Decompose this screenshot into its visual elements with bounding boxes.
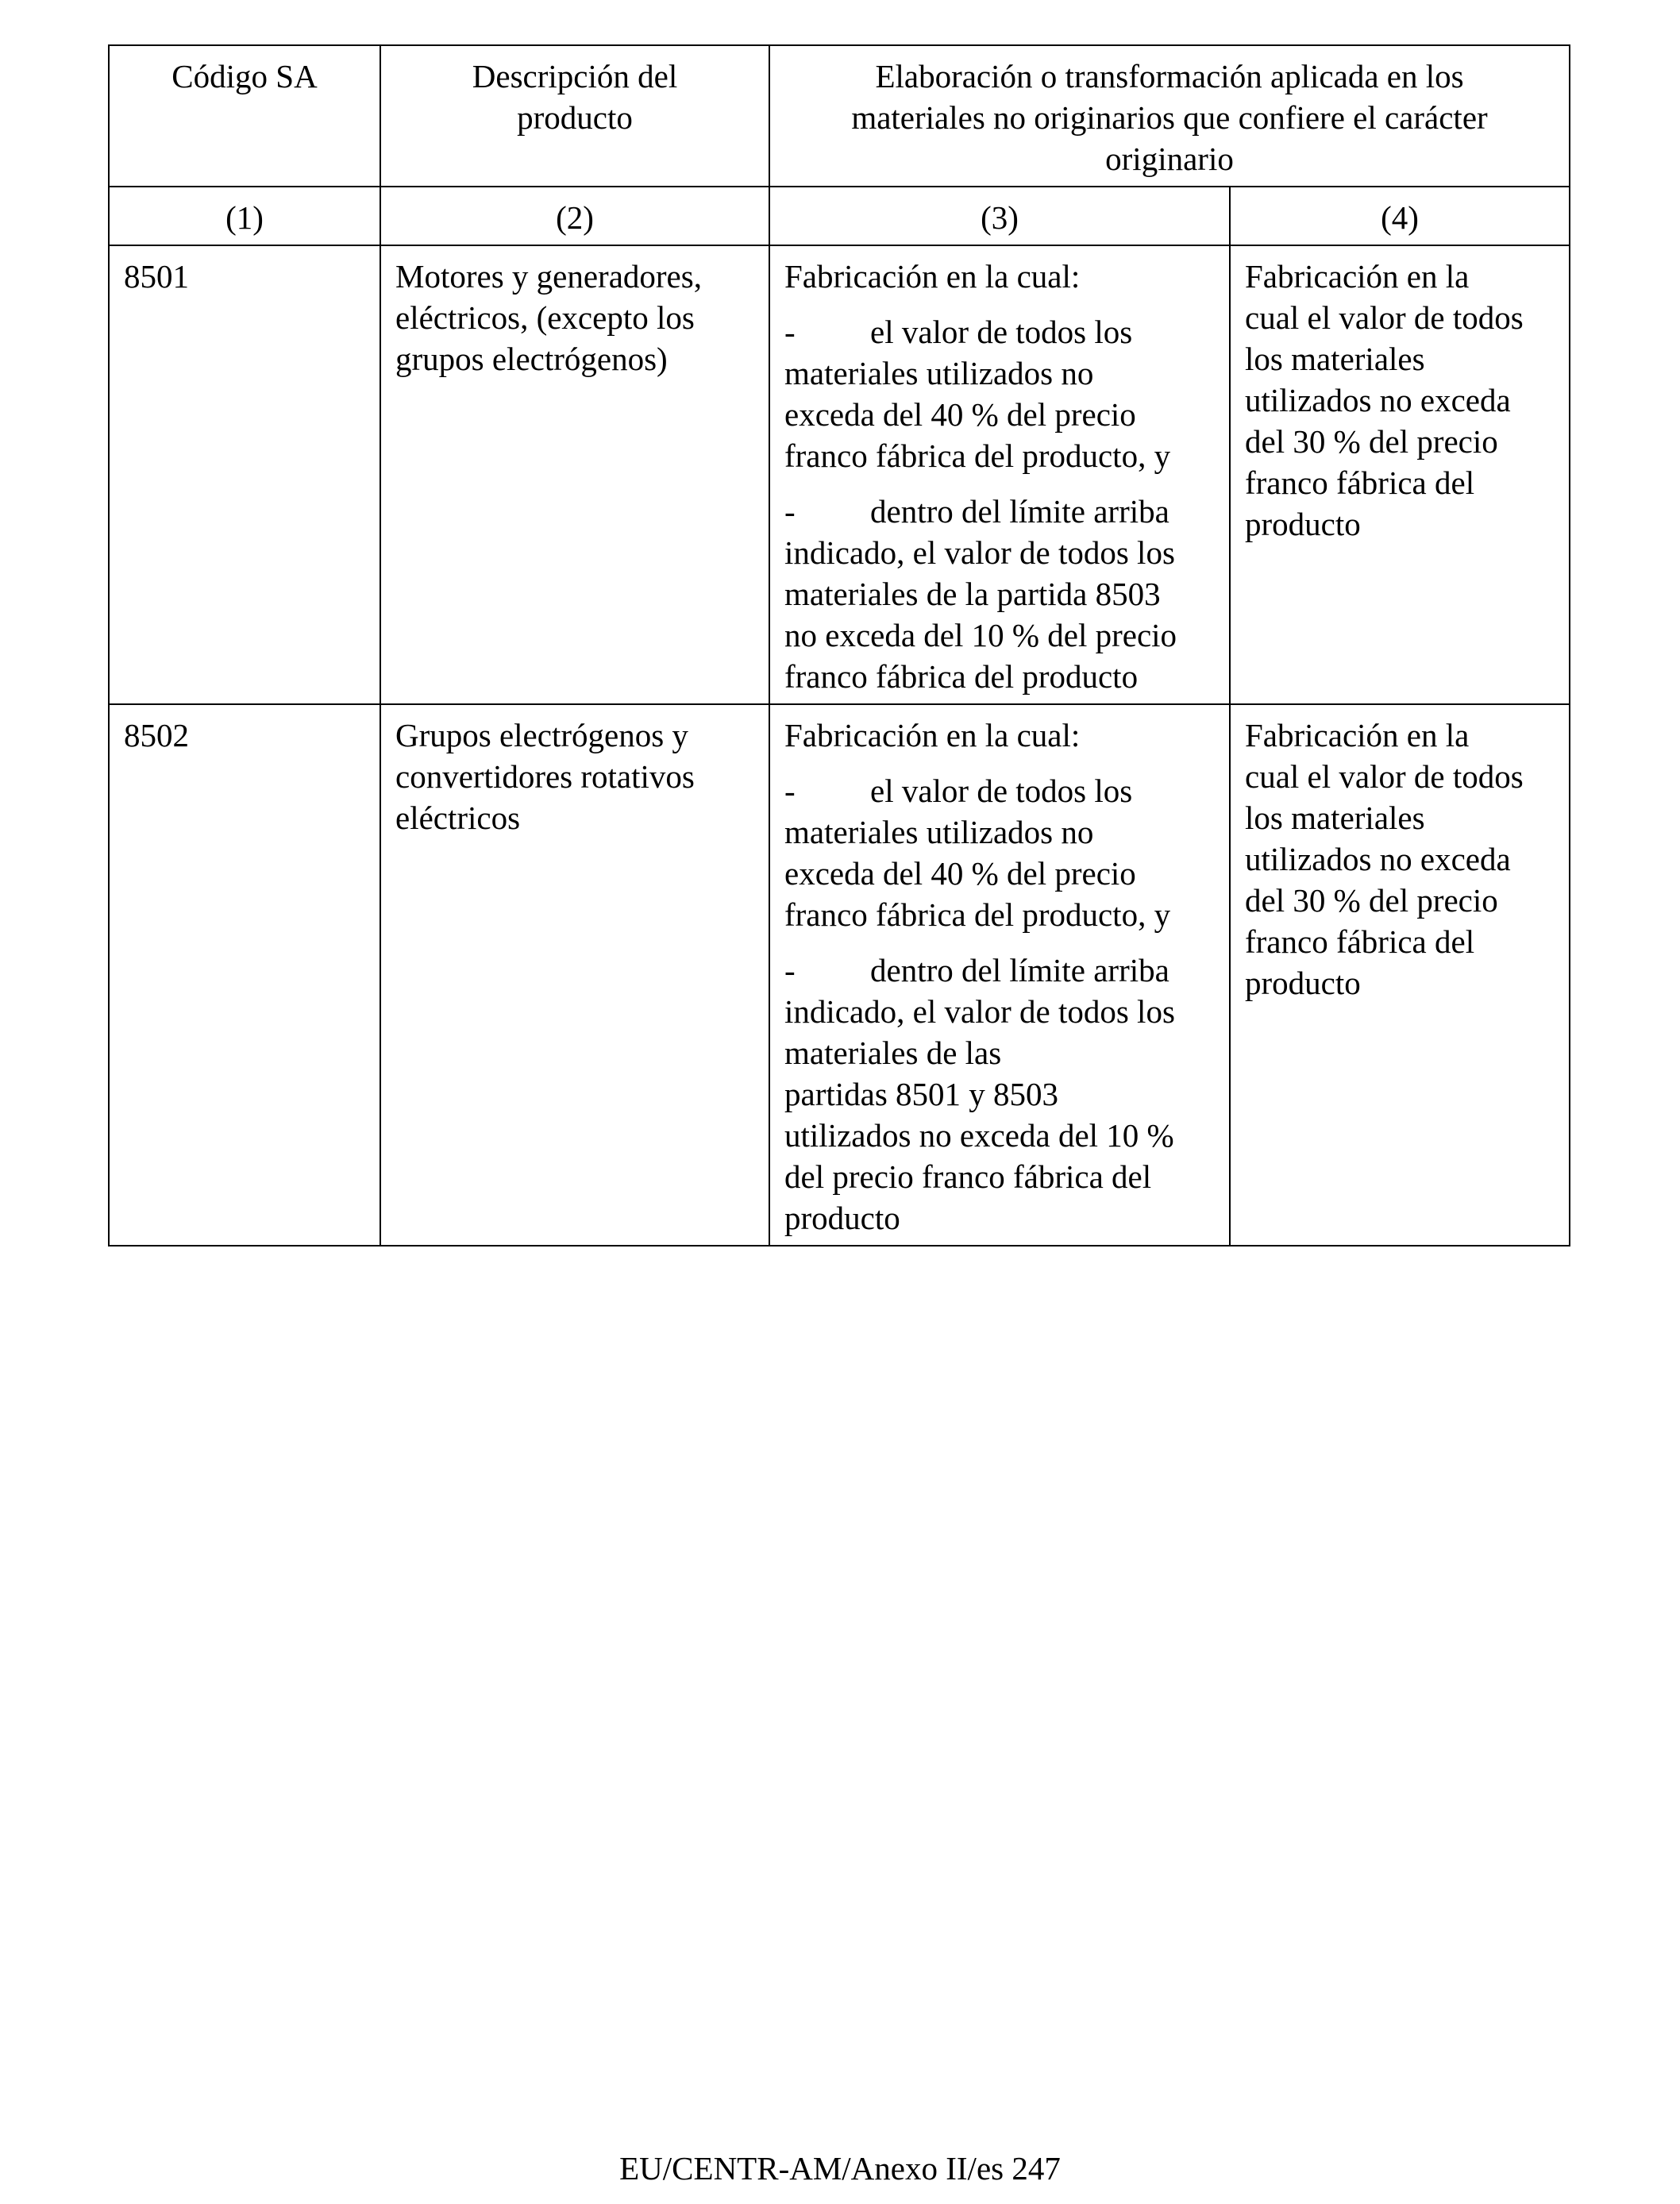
header-working-line: materiales no originarios que confiere el carácter (851, 99, 1488, 136)
condition-text: dentro del límite arriba (870, 952, 1169, 988)
condition-line: materiales de la partida 8503 (784, 576, 1161, 612)
working-condition-cell (769, 704, 1230, 1246)
condition-item-first-line (784, 950, 1215, 991)
hs-code: 8501 (124, 258, 189, 295)
alternative-line: franco fábrica del (1245, 464, 1475, 501)
alternative-condition-cell (1230, 704, 1570, 1246)
alternative-line: franco fábrica del (1245, 923, 1475, 960)
condition-line: partidas 8501 y 8503 (784, 1076, 1059, 1112)
description-line: grupos electrógenos) (395, 341, 668, 377)
table-row (109, 704, 1570, 1246)
condition-item (784, 311, 1215, 476)
alternative-condition-cell (1230, 245, 1570, 704)
condition-text: dentro del límite arriba (870, 493, 1169, 530)
column-number-row (109, 187, 1570, 245)
description-line: Grupos electrógenos y (395, 717, 688, 753)
alternative-line: cual el valor de todos (1245, 758, 1524, 795)
header-hs-code (109, 45, 380, 187)
column-number-2: (2) (380, 187, 769, 245)
alternative-line: Fabricación en la (1245, 258, 1470, 295)
condition-item (784, 950, 1215, 1239)
description-line: eléctricos (395, 800, 521, 836)
alternative-line: del 30 % del precio (1245, 423, 1498, 460)
alternative-line: producto (1245, 965, 1361, 1001)
header-desc-line: Descripción del (472, 58, 678, 94)
condition-line: utilizados no exceda del 10 % (784, 1117, 1174, 1154)
condition-line: franco fábrica del producto, y (784, 437, 1171, 474)
hs-code: 8502 (124, 717, 189, 753)
alternative-line: producto (1245, 506, 1361, 542)
condition-line: materiales utilizados no (784, 355, 1094, 391)
condition-intro: Fabricación en la cual: (784, 717, 1081, 753)
alternative-line: utilizados no exceda (1245, 841, 1511, 877)
dash-marker: - (784, 493, 796, 530)
table-header-row (109, 45, 1570, 187)
condition-line: indicado, el valor de todos los (784, 993, 1175, 1030)
alternative-line: los materiales (1245, 800, 1425, 836)
alternative-line: utilizados no exceda (1245, 382, 1511, 418)
alternative-line: cual el valor de todos (1245, 299, 1524, 336)
dash-marker: - (784, 314, 796, 350)
condition-line: materiales de las (784, 1035, 1002, 1071)
condition-text: el valor de todos los (870, 314, 1133, 350)
condition-item-first-line (784, 770, 1215, 811)
condition-item (784, 770, 1215, 935)
column-number-3: (3) (769, 187, 1230, 245)
header-hs-code-text: Código SA (171, 58, 318, 94)
condition-line: exceda del 40 % del precio (784, 855, 1136, 892)
condition-line: exceda del 40 % del precio (784, 396, 1136, 433)
condition-intro: Fabricación en la cual: (784, 258, 1081, 295)
condition-item-first-line (784, 311, 1215, 353)
condition-line: materiales utilizados no (784, 814, 1094, 850)
hs-code-cell (109, 245, 380, 704)
condition-item-first-line (784, 491, 1215, 532)
condition-text: el valor de todos los (870, 773, 1133, 809)
working-condition-cell (769, 245, 1230, 704)
column-number-4: (4) (1230, 187, 1570, 245)
condition-line: no exceda del 10 % del precio (784, 617, 1177, 653)
product-description-cell (380, 704, 769, 1246)
table-row (109, 245, 1570, 704)
header-working-processing (769, 45, 1570, 187)
column-number-1: (1) (109, 187, 380, 245)
condition-line: franco fábrica del producto, y (784, 896, 1171, 933)
description-line: Motores y generadores, (395, 258, 702, 295)
dash-marker: - (784, 773, 796, 809)
description-line: eléctricos, (excepto los (395, 299, 695, 336)
page-footer: EU/CENTR-AM/Anexo II/es 247 (619, 2150, 1061, 2187)
dash-marker: - (784, 952, 796, 988)
condition-item (784, 491, 1215, 697)
header-working-line: Elaboración o transformación aplicada en los (875, 58, 1464, 94)
alternative-line: del 30 % del precio (1245, 882, 1498, 919)
origin-rules-table (108, 44, 1570, 1246)
condition-line: producto (784, 1200, 900, 1236)
description-line: convertidores rotativos (395, 758, 695, 795)
condition-line: del precio franco fábrica del (784, 1158, 1152, 1195)
header-desc-line: producto (517, 99, 633, 136)
alternative-line: los materiales (1245, 341, 1425, 377)
product-description-cell (380, 245, 769, 704)
condition-line: franco fábrica del producto (784, 658, 1139, 695)
condition-line: indicado, el valor de todos los (784, 534, 1175, 571)
header-working-line: originario (1105, 141, 1234, 177)
hs-code-cell (109, 704, 380, 1246)
alternative-line: Fabricación en la (1245, 717, 1470, 753)
header-product-description (380, 45, 769, 187)
